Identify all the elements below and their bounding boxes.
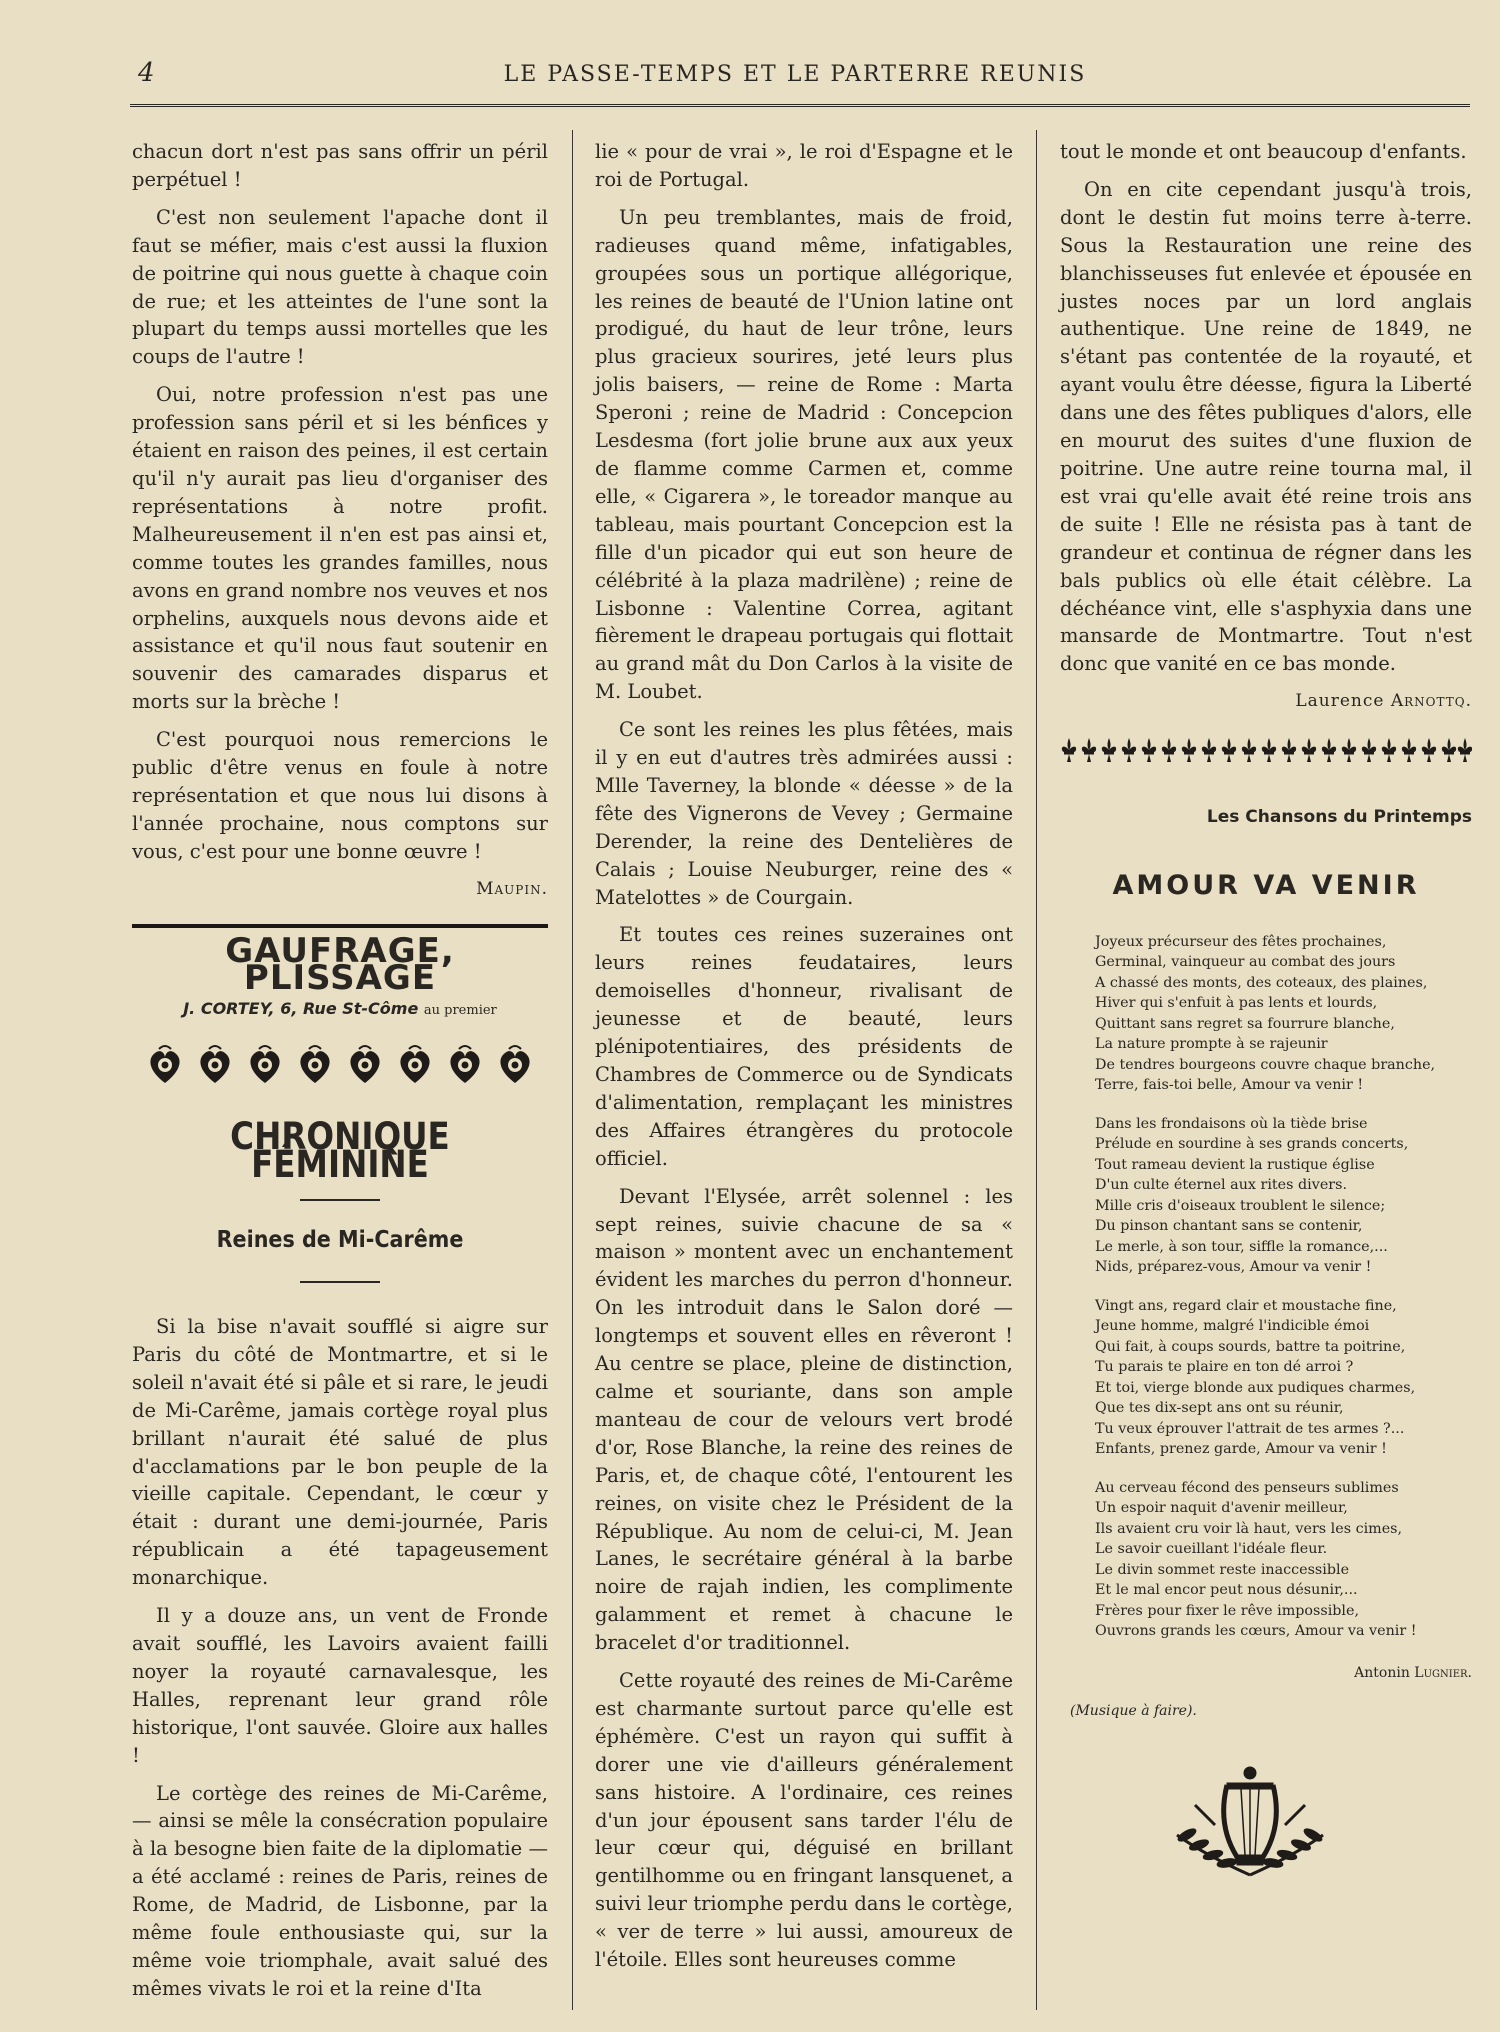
article-paragraph: Devant l'Elysée, arrêt solennel : les sept reines, suivie chacune de sa « maison » montent avec un enchantement évident les marches du perron d'honneur. On les introduit dans le Salon doré — longtemps et souvent elles en rêveront ! Au centre se place, pleine de distinction, calme et souriante, dans son ample manteau de cour de velours vert brodé d'or, Rose Blanche, la reine des reines de Paris, et, de chaque côté, l'entourent les reines, on visite chez le Président de la République. Au nom de celui-ci, M. Jean Lanes, le secrétaire général à la barbe noire de rajah indien, les complimente galamment et remet à chacune le bracelet d'or traditionnel. [595,1184,1013,1655]
poem-line: Nids, préparez-vous, Amour va venir ! [1095,1259,1372,1276]
article-paragraph: Oui, notre profession n'est pas une profession sans péril et si les bénfices y étaient en raison des peines, il est certain qu'il n'y aurait pas lieu d'organiser des représentations à notre profit. Malheureusement il n'en est pas ainsi et, comme toutes les grandes familles, nous avons en grand nombre nos veuves et nos orphelins, auxquels nous devons aide et assistance et qu'il nous faut soutenir en souvenir des camarades disparus et morts sur la brèche ! [132,383,548,714]
poem-line: Mille cris d'oiseaux troublent le silence; [1095,1197,1386,1214]
poem-line: Au cerveau fécond des penseurs sublimes [1095,1479,1399,1496]
stylized-heart-ornament-icon [295,1043,335,1087]
poem-line: Le merle, à son tour, siffle la romance,... [1095,1238,1388,1255]
title-rule [300,1199,380,1201]
poem-line: Le savoir cueillant l'idéale fleur. [1095,1541,1328,1558]
poem-author-prefix: Antonin [1354,1664,1410,1681]
poem-line: Le divin sommet reste inaccessible [1095,1561,1350,1578]
poem-line: Germinal, vainqueur au combat des jours [1095,954,1396,971]
poem-line: Qui fait, à coups sourds, battre ta poitrine, [1095,1338,1406,1355]
article-paragraph: Si la bise n'avait soufflé si aigre sur Paris du côté de Montmartre, et si le soleil n'avait été si pâle et si rare, le jeudi de Mi-Carême, jamais cortège royal plus brillant n'aurait été salué de plus d'acclamations par le bon peuple de la vieille capitale. Cependant, le cœur y était : durant une demi-journée, Paris républicain a été tapageusement monarchique. [132,1315,548,1590]
poem-line: Et toi, vierge blonde aux pudiques charmes, [1095,1379,1416,1396]
lyre-wreath-icon [1165,1765,1335,1885]
article-paragraph: Un peu tremblantes, mais de froid, radieuses quand même, infatigables, groupées sous un portique allégorique, les reines de beauté de l'Union latine ont prodigué, du haut de leur trône, leurs plus gracieux sourires, jeté leurs plus jolis baisers, — reine de Rome : Marta Speroni ; reine de Madrid : Concepcion Lesdesma (fort jolie brune aux aux yeux de flamme comme Carmen et, comme elle, « Cigarera », le toreador manque au tableau, mais pourtant Concepcion est la fille d'un picador qui eut son heure de célébrité à la plaza madrilène) ; reine de Lisbonne : Valentine Correa, agitant fièrement le drapeau portugais qui flottait au grand mât du Don Carlos à la visite de M. Loubet. [595,205,1013,704]
column-2 [595,138,1013,1984]
ad-address-suffix: au premier [423,1003,497,1019]
article-paragraph: C'est non seulement l'apache dont il faut se méfier, mais c'est aussi la fluxion de poitrine qui nous guette à chaque coin de rue; et les atteintes de l'une sont la plupart du temps aussi mortelles que les coups de l'autre ! [132,205,548,369]
poem-line: Et le mal encor peut nous désunir,... [1095,1582,1358,1599]
signature-prefix: Laurence [1295,691,1385,712]
title-rule [300,1281,380,1283]
stylized-heart-ornament-icon [495,1043,535,1087]
poem-title: AMOUR VA VENIR [1112,870,1420,902]
poem-line: De tendres bourgeons couvre chaque branche, [1095,1056,1436,1073]
poem-line: Dans les frondaisons où la tiède brise [1095,1115,1368,1132]
page-number: 4 [138,58,155,88]
article-paragraph: Il y a douze ans, un vent de Fronde avait soufflé, les Lavoirs avaient failli noyer la royauté carnavalesque, les Halles, reprenant leur grand rôle historique, l'ont sauvée. Gloire aux halles ! [132,1604,548,1767]
article-paragraph: On en cite cependant jusqu'à trois, dont le destin fut moins terre à-terre. Sous la Restauration une reine des blanchisseuses fut enlevée et épousée en justes noces par un lord anglais authentique. Une reine de 1849, ne s'étant pas contentée de la royauté, et ayant voulu être déesse, figura la Liberté dans une des fêtes publiques d'alors, elle en mourut des suites d'une fluxion de poitrine. Une autre reine tourna mal, il est vrai qu'elle avait été reine trois ans de suite ! Elle ne résista pas à tant de grandeur et continua de régner dans les bals publics où elle était célèbre. La déchéance vint, elle s'asphyxia dans une mansarde de Montmartre. Tout n'est donc que vanité en ce bas monde. [1060,177,1472,676]
chansons-heading: Les Chansons du Printemps [1206,807,1472,828]
ad-title: GAUFRAGE, PLISSAGE [225,930,455,999]
article-paragraph: Ce sont les reines les plus fêtées, mais il y en eut d'autres très admirées aussi : Mlle Taverney, la blonde « déesse » de la fête des Vignerons de Vevey ; Germaine Derender, la reine des Dentelières de Calais ; Louise Neuburger, reine des « Matelottes » de Courgain. [595,718,1013,909]
ornament-row [132,1043,548,1087]
signature-name: Arnottq. [1390,691,1472,712]
poem-stanza [1095,1114,1472,1278]
poem-line: Tu veux éprouver l'attrait de tes armes ?... [1095,1420,1405,1437]
article-paragraph: tout le monde et ont beaucoup d'enfants. [1060,140,1467,163]
page-header [130,58,1460,98]
signature-maupin: Maupin. [476,878,548,899]
poem-line: Du pinson chantant sans se contenir, [1095,1218,1363,1235]
article-paragraph: Le cortège des reines de Mi-Carême, — ainsi se mêle la consécration populaire à la besogne bien faite de la diplomatie — a été acclamé : reines de Paris, reines de Rome, de Madrid, de Lisbonne, par la même foule enthousiaste qui, sur la même voie triomphale, avait salué des mêmes vivats le roi et la reine d'Ita [132,1781,548,2000]
article-paragraph: Et toutes ces reines suzeraines ont leurs reines feudataires, leurs demoiselles d'honneur, rivalisant de jeunesse et de beauté, leurs plénipotentiaires, des présidents de Chambres de Commerce ou de Syndicats d'alimentation, remplaçant les ministres des Affaires étrangères du protocole officiel. [595,923,1013,1170]
poem-line: La nature prompte à se rajeunir [1095,1036,1328,1053]
poem-line: Un espoir naquit d'avenir meilleur, [1095,1500,1348,1517]
stylized-heart-ornament-icon [445,1043,485,1087]
chronique-subtitle: Reines de Mi-Carême [216,1227,464,1254]
column-1 [132,138,548,2013]
advertisement [132,924,548,1026]
poem-line: Jeune homme, malgré l'indicible émoi [1095,1318,1370,1335]
poem [1060,932,1472,1642]
stylized-heart-ornament-icon [245,1043,285,1087]
article-paragraph: lie « pour de vrai », le roi d'Espagne et le roi de Portugal. [595,140,1013,191]
poem-line: Prélude en sourdine à ses grands concerts, [1095,1136,1409,1153]
stylized-heart-ornament-icon [345,1043,385,1087]
ad-address [132,995,548,1025]
chronique-title: CHRONIQUE FÉMININE [230,1115,450,1187]
poem-line: Tu parais te plaire en ton dé arroi ? [1095,1359,1354,1376]
article-paragraph: C'est pourquoi nous remercions le public d'être venus en foule à notre représentation et que nous lui disons à l'année prochaine, nous comptons sur vous, c'est pour une bonne œuvre ! [132,728,548,863]
poem-line: Ils avaient cru voir là haut, vers les cimes, [1095,1520,1403,1537]
column-rule [1036,130,1037,2010]
poem-line: Terre, fais-toi belle, Amour va venir ! [1095,1077,1364,1094]
running-title: LE PASSE-TEMPS ET LE PARTERRE REUNIS [503,62,1087,87]
music-note: (Musique à faire). [1070,1702,1197,1719]
poem-line: Joyeux précurseur des fêtes prochaines, [1095,933,1387,950]
header-rule [130,104,1470,109]
poem-line: D'un culte éternel aux rites divers. [1095,1177,1347,1194]
poem-line: Que tes dix-sept ans ont su réunir, [1095,1400,1344,1417]
column-3 [1060,138,1472,1726]
poem-line: Tout rameau devient la rustique église [1095,1156,1375,1173]
article-paragraph: Cette royauté des reines de Mi-Carême est charmante surtout parce qu'elle est éphémère. C'est un rayon qui suffit à dorer une vie d'ailleurs généralement sans histoire. A l'ordinaire, ces reines d'un jour épousent sans tarder l'élu de leur cœur qui, déguisé en brillant gentilhomme ou en fringant lansquenet, a suivi leur triomphe perdu dans le cortège, « ver de terre » lui aussi, amoureux de l'étoile. Elles sont heureuses comme [595,1669,1013,1972]
poem-stanza [1095,932,1472,1096]
poem-line: A chassé des monts, des coteaux, des plaines, [1095,974,1428,991]
poem-line: Hiver qui s'enfuit à pas lents et lourds, [1095,995,1378,1012]
poem-line: Quittant sans regret sa fourrure blanche, [1095,1015,1395,1032]
signature-arnottq [1060,688,1472,716]
stylized-heart-ornament-icon [195,1043,235,1087]
poem-stanza [1095,1296,1472,1460]
poem-line: Ouvrons grands les cœurs, Amour va venir ! [1095,1623,1417,1640]
stylized-heart-ornament-icon [395,1043,435,1087]
ad-address-text: J. CORTEY, 6, Rue St-Côme [183,999,419,1019]
poem-author [1060,1660,1472,1688]
column-rule [572,130,573,2010]
fleuron-border [1060,736,1472,764]
poem-line: Vingt ans, regard clair et moustache fine, [1095,1297,1397,1314]
poem-line: Frères pour fixer le rêve impossible, [1095,1602,1359,1619]
poem-line: Enfants, prenez garde, Amour va venir ! [1095,1441,1387,1458]
poem-author-name: Lugnier. [1414,1664,1472,1681]
article-paragraph: chacun dort n'est pas sans offrir un péril perpétuel ! [132,140,548,191]
fleur-de-lis-icon [1060,736,1472,764]
stylized-heart-ornament-icon [145,1043,185,1087]
poem-stanza [1095,1478,1472,1642]
